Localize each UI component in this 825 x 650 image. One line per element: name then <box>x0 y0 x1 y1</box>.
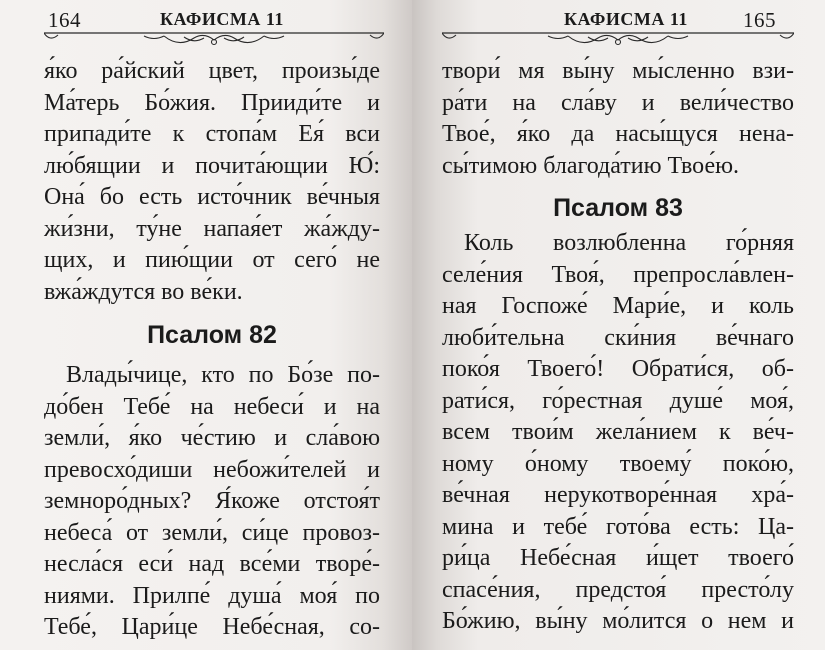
text-line: Тебе́, Цари́це Небе́сная, со- <box>44 614 380 640</box>
text-line: припади́те к стопа́м Ея́ вси <box>44 121 380 147</box>
text-line: твори́ мя вы́ну мы́сленно взи- <box>442 58 794 84</box>
right-running-head: КАФИСМА 11 <box>564 9 688 29</box>
left-page-text <box>44 56 380 644</box>
ornament-rule-icon <box>442 28 794 50</box>
text-line: ве́чная нерукотворе́нная хра́- <box>442 482 794 508</box>
right-page-text <box>442 56 794 638</box>
text-line: щих, и пию́щии от сего́ не <box>44 247 380 273</box>
text-line: селе́ния Твоя́, препросла́влен- <box>442 261 794 288</box>
text-line: рати́ся, го́рестная душе́ моя́, <box>442 387 794 414</box>
text-line: ри́ца Небе́сная и́щет твоего́ <box>442 545 794 571</box>
text-line: лю́бящии и почита́ющии Ю́: <box>44 152 380 179</box>
text-line: сы́тимою благода́тию Твое́ю. <box>442 152 740 179</box>
text-line: ная Госпоже́ Мари́е, и коль <box>442 293 794 319</box>
right-page-number: 165 <box>743 8 776 32</box>
text-line: поко́я Твоего́! Обрати́ся, об- <box>442 356 794 382</box>
text-line: Она́ бо есть исто́чник ве́чныя <box>44 184 380 210</box>
text-line: я́ко ра́йский цвет, произы́де <box>44 58 380 84</box>
text-line: до́бен Тебе́ на небеси́ и на <box>44 393 380 420</box>
text-line: спасе́ния, предстоя́ престо́лу <box>442 576 794 603</box>
text-line: люби́тельна ски́ния ве́чнаго <box>442 324 794 351</box>
text-line: ниями. Прилпе́ душа́ моя́ по <box>44 582 380 609</box>
psalm-heading: Псалом 83 <box>553 194 683 222</box>
text-line: земноро́дных? Я́коже отстоя́т <box>44 488 380 514</box>
text-line: Коль возлюбленна го́рняя <box>464 230 794 256</box>
text-line: Ма́терь Бо́жия. Прииди́те и <box>44 89 380 116</box>
text-line: земли́, я́ко че́стию и сла́вою <box>44 425 380 451</box>
text-line: жи́зни, ту́не напая́ет жа́жду- <box>44 215 380 242</box>
text-line: ра́ти на сла́ву и вели́чество <box>442 89 794 116</box>
text-line: Бо́жию, вы́ну мо́лится о нем и <box>442 608 794 634</box>
text-line: превосхо́диши небожи́телей и <box>44 456 380 483</box>
text-line: мина и тебе́ гото́ва есть: Ца- <box>442 513 794 540</box>
text-line: Твое́, я́ко да насы́щуся нена- <box>442 121 794 147</box>
text-line: небеса́ от земли́, си́це провоз- <box>44 519 380 546</box>
text-line: ному о́ному твоему́ поко́ю, <box>442 450 794 477</box>
left-header-ornament <box>44 28 384 50</box>
text-line: всем твои́м жела́нием к ве́ч- <box>442 419 794 445</box>
left-page-number: 164 <box>48 8 81 32</box>
text-line: вжа́ждутся во ве́ки. <box>44 278 243 305</box>
left-running-head: КАФИСМА 11 <box>160 9 284 29</box>
right-header-ornament <box>442 28 794 50</box>
right-page <box>412 0 825 650</box>
psalm-heading: Псалом 82 <box>147 321 277 349</box>
left-page <box>0 0 412 650</box>
text-line: Влады́чице, кто по Бо́зе по- <box>66 362 380 388</box>
text-line: несла́ся еси́ над все́ми творе́- <box>44 551 380 577</box>
ornament-rule-icon <box>44 28 384 50</box>
